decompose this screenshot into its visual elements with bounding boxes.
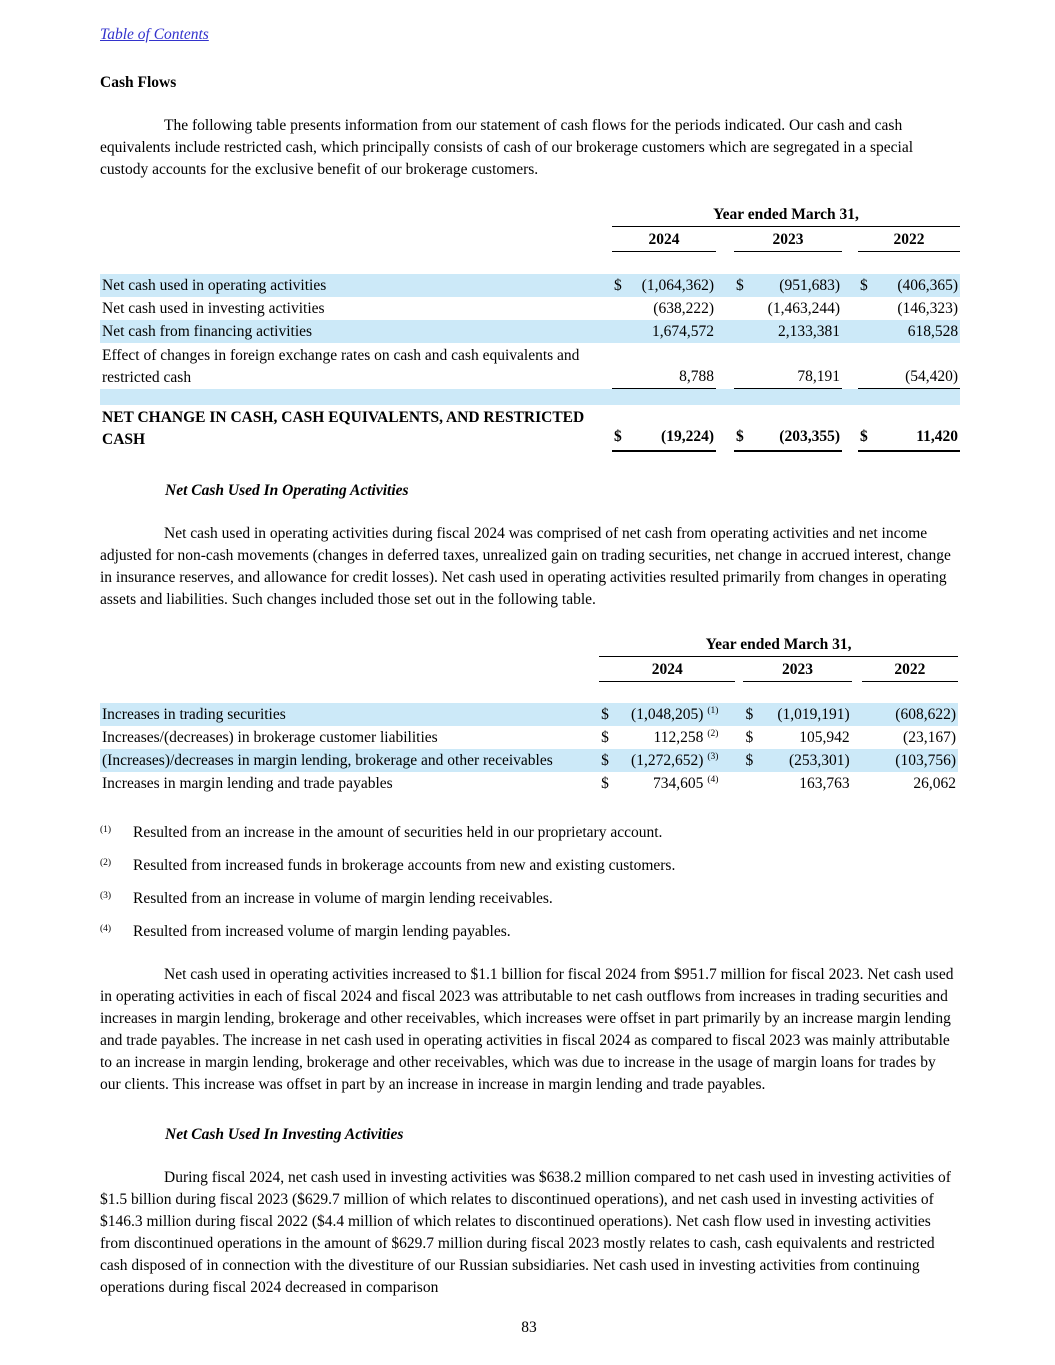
currency-symbol: $ (736, 276, 744, 294)
currency-symbol: $ (601, 752, 609, 769)
amount-2023: (951,683) (779, 276, 840, 294)
table-row (100, 297, 960, 320)
currency-symbol: $ (745, 729, 754, 746)
currency-symbol: $ (745, 752, 754, 769)
amount-2023: (253,301) (788, 752, 850, 769)
currency-symbol: $ (601, 706, 609, 723)
amount-2023: (1,463,244) (767, 299, 840, 317)
footnote-marker: (3) (100, 891, 112, 901)
currency-symbol: $ (601, 775, 609, 792)
amount-2022: (608,622) (895, 706, 956, 723)
amount-2022: 618,528 (907, 322, 959, 340)
footnote-item (100, 855, 958, 877)
year-2023-header: 2023 (734, 227, 842, 252)
year-2022-header: 2022 (862, 656, 958, 681)
row-label: (Increases)/decreases in margin lending, brokerage and other receivables (102, 752, 553, 769)
period-header-row (100, 204, 960, 227)
row-label: Increases/(decreases) in brokerage customer liabilities (102, 729, 438, 746)
table-row (100, 772, 958, 795)
currency-symbol: $ (734, 405, 756, 451)
year-2024-header: 2024 (612, 227, 716, 252)
row-label: Net cash used in operating activities (102, 276, 327, 294)
footnote-marker: (4) (100, 924, 112, 934)
footnote-item (100, 822, 958, 844)
period-header-row (100, 634, 958, 657)
footnote-ref: (1) (707, 706, 719, 716)
table-of-contents-link[interactable]: Table of Contents (100, 26, 209, 43)
footnote-ref: (4) (707, 775, 719, 785)
year-2023-header: 2023 (743, 656, 851, 681)
amount-2023: (1,019,191) (777, 706, 850, 723)
row-label: Effect of changes in foreign exchange rates on cash and cash equivalents and restricted cash (102, 346, 580, 386)
spacer-row (100, 252, 960, 274)
amount-2022: (406,365) (897, 276, 959, 294)
table-row (100, 274, 960, 297)
operating-activities-heading: Net Cash Used In Operating Activities (165, 481, 409, 499)
footnote-marker: (2) (100, 858, 112, 868)
amount-2024: 734,605 (652, 775, 704, 792)
footnote-text: Resulted from increased funds in brokerage accounts from new and existing customers. (133, 857, 676, 874)
year-2024-header: 2024 (599, 656, 735, 681)
amount-2024: (1,064,362) (641, 276, 714, 294)
amount-2024: 112,258 (653, 729, 704, 746)
amount-2022: (146,323) (897, 299, 959, 317)
amount-2023: (203,355) (756, 405, 842, 451)
amount-2022: (54,420) (880, 343, 960, 389)
currency-symbol: $ (745, 706, 754, 723)
footnote-marker: (1) (100, 825, 112, 835)
amount-2024: 8,788 (634, 343, 716, 389)
footnote-text: Resulted from an increase in volume of margin lending receivables. (133, 890, 553, 907)
net-change-total-row (100, 405, 960, 451)
amount-2023: 78,191 (756, 343, 842, 389)
table-row (100, 703, 958, 726)
cash-flows-heading: Cash Flows (100, 74, 177, 91)
amount-2024: (1,272,652) (631, 752, 704, 769)
amount-2022: 26,062 (913, 775, 956, 792)
amount-2024: (1,048,205) (631, 706, 704, 723)
amount-2024: 1,674,572 (652, 322, 714, 340)
row-label: Net cash used in investing activities (102, 299, 325, 317)
table-row (100, 343, 960, 389)
operating-paragraph-2: Net cash used in operating activities increased to $1.1 billion for fiscal 2024 from $951.7 million for fiscal 2023. Net cash used in operating activities in each of fiscal 2024 and fiscal 2023 was attributable to net cash outflows from increases in trading securities and increases in margin lending, brokerage and other receivables, which increases were offset in part primarily by an increase margin lending and trade payables. The increase in net cash used in operating activities in fiscal 2024 as compared to fiscal 2023 was mainly attributable to an increase in margin lending, brokerage and other receivables, which was due to increase in the usage of margin loans for trades by our clients. This increase was offset in part by an increase in increase in margin lending and trade payables. (100, 966, 954, 1093)
year-header-row (100, 656, 958, 681)
year-header-row (100, 227, 960, 252)
amount-2022: (23,167) (903, 729, 956, 746)
row-label: Increases in margin lending and trade payables (102, 775, 393, 792)
table-row (100, 320, 960, 343)
period-header: Year ended March 31, (612, 204, 960, 227)
operating-paragraph-1: Net cash used in operating activities during fiscal 2024 was comprised of net cash from operating activities and net income adjusted for non-cash movements (changes in deferred taxes, unrealized gain on trading securities, net change in accrued interest, change in insurance reserves, and allowance for credit losses). Net cash used in operating activities resulted primarily from changes in operating assets and liabilities. Such changes included those set out in the following table. (100, 524, 951, 608)
operating-changes-table (100, 634, 958, 796)
footnote-ref: (3) (707, 752, 719, 762)
investing-activities-heading: Net Cash Used In Investing Activities (165, 1126, 404, 1143)
currency-symbol: $ (612, 405, 634, 451)
currency-symbol: $ (860, 276, 868, 294)
amount-2023: 105,942 (799, 729, 850, 746)
table-row (100, 749, 958, 772)
footnote-text: Resulted from an increase in the amount of securities held in our proprietary account. (133, 824, 663, 841)
footnote-list (100, 811, 958, 943)
amount-2023: 163,763 (799, 775, 850, 792)
year-2022-header: 2022 (858, 227, 960, 252)
period-header: Year ended March 31, (599, 634, 958, 657)
investing-paragraph: During fiscal 2024, net cash used in investing activities was $638.2 million compared to net cash used in investing activities of $1.5 billion during fiscal 2023 ($629.7 million of which relates to discontinued operations), and net cash used in investing activities of $146.3 million during fiscal 2022 ($4.4 million of which relates to discontinued operations). Net cash flow used in investing activities from discontinued operations in the amount of $629.7 million during fiscal 2023 mostly relates to cash, cash equivalents and restricted cash disposed of in connection with the divestiture of our Russian subsidiaries. Net cash used in investing activities from continuing operations during fiscal 2024 decreased in comparison (100, 1169, 951, 1296)
currency-symbol: $ (601, 729, 609, 746)
currency-symbol: $ (614, 276, 622, 294)
table-row (100, 726, 958, 749)
cash-flows-intro-paragraph: The following table presents information from our statement of cash flows for the periods indicated. Our cash and cash equivalents include restricted cash, which principally consists of cash of our brokerage customers which are segregated in a special custody accounts for the exclusive benefit of our brokerage customers. (100, 117, 914, 178)
spacer-row (100, 389, 960, 405)
amount-2023: 2,133,381 (778, 322, 840, 340)
spacer-row (100, 681, 958, 703)
amount-2022: (103,756) (895, 752, 956, 769)
row-label: Increases in trading securities (102, 706, 286, 723)
row-label: Net cash from financing activities (102, 322, 313, 340)
cash-flow-summary-table (100, 204, 960, 452)
row-label: NET CHANGE IN CASH, CASH EQUIVALENTS, AND RESTRICTED CASH (102, 408, 585, 448)
currency-symbol: $ (858, 405, 880, 451)
amount-2024: (19,224) (634, 405, 716, 451)
footnote-ref: (2) (707, 729, 719, 739)
footnote-item (100, 921, 958, 943)
amount-2022: 11,420 (880, 405, 960, 451)
footnote-text: Resulted from increased volume of margin lending payables. (133, 923, 511, 940)
amount-2024: (638,222) (653, 299, 714, 317)
page-number: 83 (521, 1319, 537, 1336)
footnote-item (100, 888, 958, 910)
